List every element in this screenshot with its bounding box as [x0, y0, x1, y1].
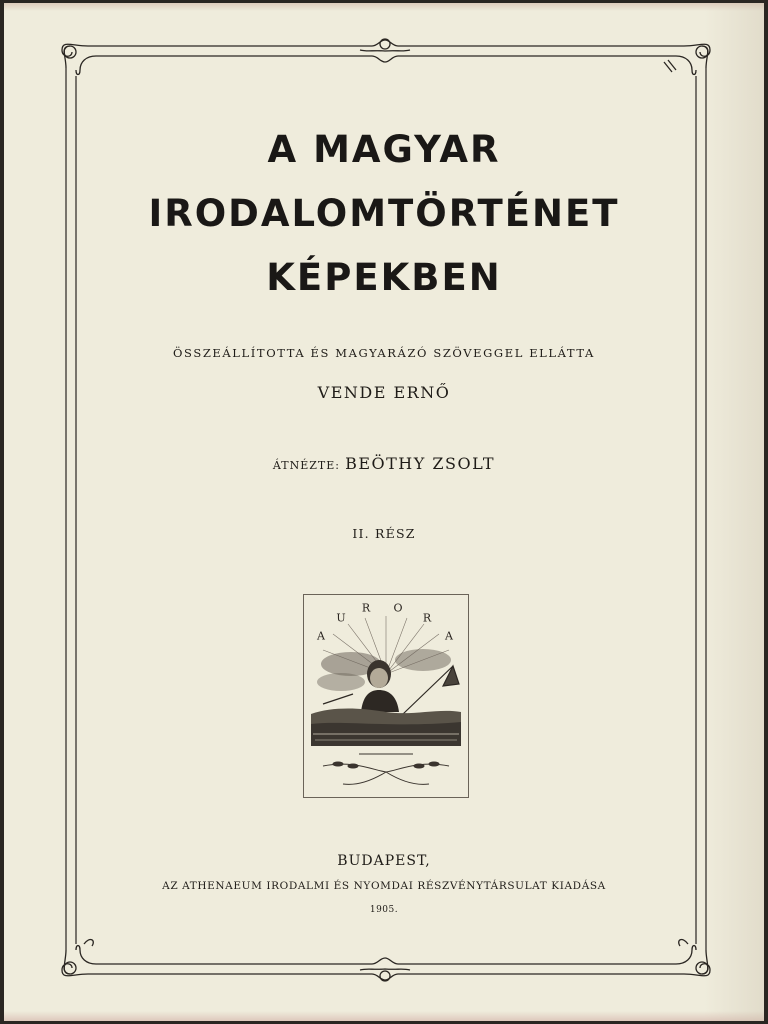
reviewer-line	[0, 454, 768, 473]
corner-ornament-br	[676, 940, 710, 976]
corner-ornament-tr	[664, 44, 710, 74]
author-name: VENDE ERNŐ	[317, 383, 451, 402]
imprint-year: 1905.	[369, 905, 399, 915]
compiler-note: ÖSSZEÁLLÍTOTTA ÉS MAGYARÁZÓ SZÖVEGGEL ELLÁTTA	[173, 346, 595, 360]
part-number: II. RÉSZ	[352, 526, 416, 541]
title-line-1: A MAGYAR	[267, 128, 501, 171]
corner-ornament-tl	[62, 44, 96, 74]
aurora-letter: O	[393, 601, 403, 615]
aurora-letter: R	[422, 611, 432, 625]
aurora-letter: A	[445, 629, 453, 643]
laurel-ornament	[323, 754, 449, 784]
title-line-3: KÉPEKBEN	[266, 256, 502, 299]
title-line-2: IRODALOMTÖRTÉNET	[148, 192, 620, 235]
aurora-letter: A	[317, 629, 325, 643]
reviewer-label: ÁTNÉZTE:	[272, 459, 340, 472]
aurora-vignette	[303, 594, 469, 798]
imprint-publisher: AZ ATHENAEUM IRODALMI ÉS NYOMDAI RÉSZVÉNYTÁRSULAT KIADÁSA	[162, 880, 606, 892]
aurora-letter: U	[336, 611, 346, 625]
corner-ornament-bl	[62, 940, 96, 976]
bottom-center-ornament	[360, 958, 410, 981]
top-center-ornament	[360, 39, 410, 62]
landscape	[311, 709, 461, 747]
aurora-letter: R	[361, 601, 371, 615]
imprint-city: BUDAPEST,	[337, 853, 431, 869]
vignette-engraving	[303, 594, 469, 798]
reviewer-name: BEÖTHY ZSOLT	[345, 454, 496, 473]
